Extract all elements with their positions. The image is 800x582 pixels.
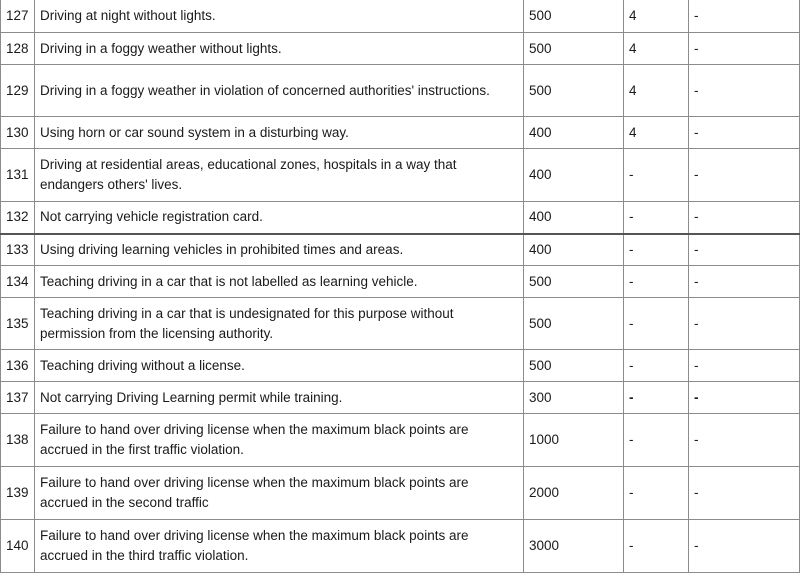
violation-description: Teaching driving in a car that is undesignated for this purpose without permission from the licensing authority.	[35, 298, 524, 350]
violation-description: Failure to hand over driving license when the maximum black points are accrued in the third traffic violation.	[35, 520, 524, 573]
violation-number: 127	[1, 0, 35, 33]
violation-number: 131	[1, 149, 35, 202]
table-row	[1, 414, 800, 467]
fine-amount: 1000	[524, 414, 624, 467]
black-points: -	[624, 202, 689, 234]
violation-number: 138	[1, 414, 35, 467]
violation-number: 133	[1, 234, 35, 266]
table-row	[1, 149, 800, 202]
impound-period: -	[689, 0, 800, 33]
fine-amount: 300	[524, 382, 624, 414]
violation-number: 134	[1, 266, 35, 298]
fine-amount: 500	[524, 298, 624, 350]
violation-number: 136	[1, 350, 35, 382]
black-points: -	[624, 382, 689, 414]
impound-period: -	[689, 298, 800, 350]
impound-period: -	[689, 414, 800, 467]
table-row	[1, 202, 800, 234]
fine-amount: 500	[524, 266, 624, 298]
black-points: -	[624, 298, 689, 350]
table-row	[1, 520, 800, 573]
table-row	[1, 350, 800, 382]
fine-amount: 500	[524, 0, 624, 33]
violation-description: Not carrying Driving Learning permit while training.	[35, 382, 524, 414]
table-row	[1, 117, 800, 149]
violation-number: 129	[1, 65, 35, 117]
impound-period: -	[689, 350, 800, 382]
impound-period: -	[689, 382, 800, 414]
impound-period: -	[689, 149, 800, 202]
violation-description: Teaching driving in a car that is not labelled as learning vehicle.	[35, 266, 524, 298]
violation-description: Driving in a foggy weather without lights.	[35, 33, 524, 65]
black-points: -	[624, 266, 689, 298]
black-points: 4	[624, 117, 689, 149]
violation-number: 137	[1, 382, 35, 414]
violation-number: 135	[1, 298, 35, 350]
impound-period: -	[689, 202, 800, 234]
table-row	[1, 382, 800, 414]
violation-description: Teaching driving without a license.	[35, 350, 524, 382]
violation-description: Driving in a foggy weather in violation of concerned authorities' instructions.	[35, 65, 524, 117]
table-row	[1, 298, 800, 350]
impound-period: -	[689, 467, 800, 520]
table-row	[1, 234, 800, 266]
table-row	[1, 0, 800, 33]
black-points: 4	[624, 65, 689, 117]
violation-description: Using horn or car sound system in a disturbing way.	[35, 117, 524, 149]
fine-amount: 500	[524, 33, 624, 65]
black-points: -	[624, 350, 689, 382]
impound-period: -	[689, 33, 800, 65]
fine-amount: 400	[524, 202, 624, 234]
violation-description: Driving at residential areas, educational zones, hospitals in a way that endangers others' lives.	[35, 149, 524, 202]
fine-amount: 500	[524, 350, 624, 382]
violation-description: Failure to hand over driving license when the maximum black points are accrued in the second traffic	[35, 467, 524, 520]
fine-amount: 3000	[524, 520, 624, 573]
black-points: 4	[624, 0, 689, 33]
fine-amount: 400	[524, 149, 624, 202]
impound-period: -	[689, 234, 800, 266]
black-points: -	[624, 467, 689, 520]
violation-number: 132	[1, 202, 35, 234]
impound-period: -	[689, 266, 800, 298]
violation-description: Driving at night without lights.	[35, 0, 524, 33]
fine-amount: 500	[524, 65, 624, 117]
violation-description: Not carrying vehicle registration card.	[35, 202, 524, 234]
fine-amount: 2000	[524, 467, 624, 520]
black-points: -	[624, 414, 689, 467]
table-row	[1, 266, 800, 298]
black-points: -	[624, 520, 689, 573]
violation-description: Using driving learning vehicles in prohibited times and areas.	[35, 234, 524, 266]
violation-number: 130	[1, 117, 35, 149]
black-points: -	[624, 234, 689, 266]
black-points: -	[624, 149, 689, 202]
fine-amount: 400	[524, 117, 624, 149]
impound-period: -	[689, 117, 800, 149]
impound-period: -	[689, 65, 800, 117]
violation-number: 128	[1, 33, 35, 65]
table-row	[1, 33, 800, 65]
table-row	[1, 467, 800, 520]
black-points: 4	[624, 33, 689, 65]
violation-number: 139	[1, 467, 35, 520]
impound-period: -	[689, 520, 800, 573]
fine-amount: 400	[524, 234, 624, 266]
violation-description: Failure to hand over driving license when the maximum black points are accrued in the first traffic violation.	[35, 414, 524, 467]
table-row	[1, 65, 800, 117]
violation-number: 140	[1, 520, 35, 573]
